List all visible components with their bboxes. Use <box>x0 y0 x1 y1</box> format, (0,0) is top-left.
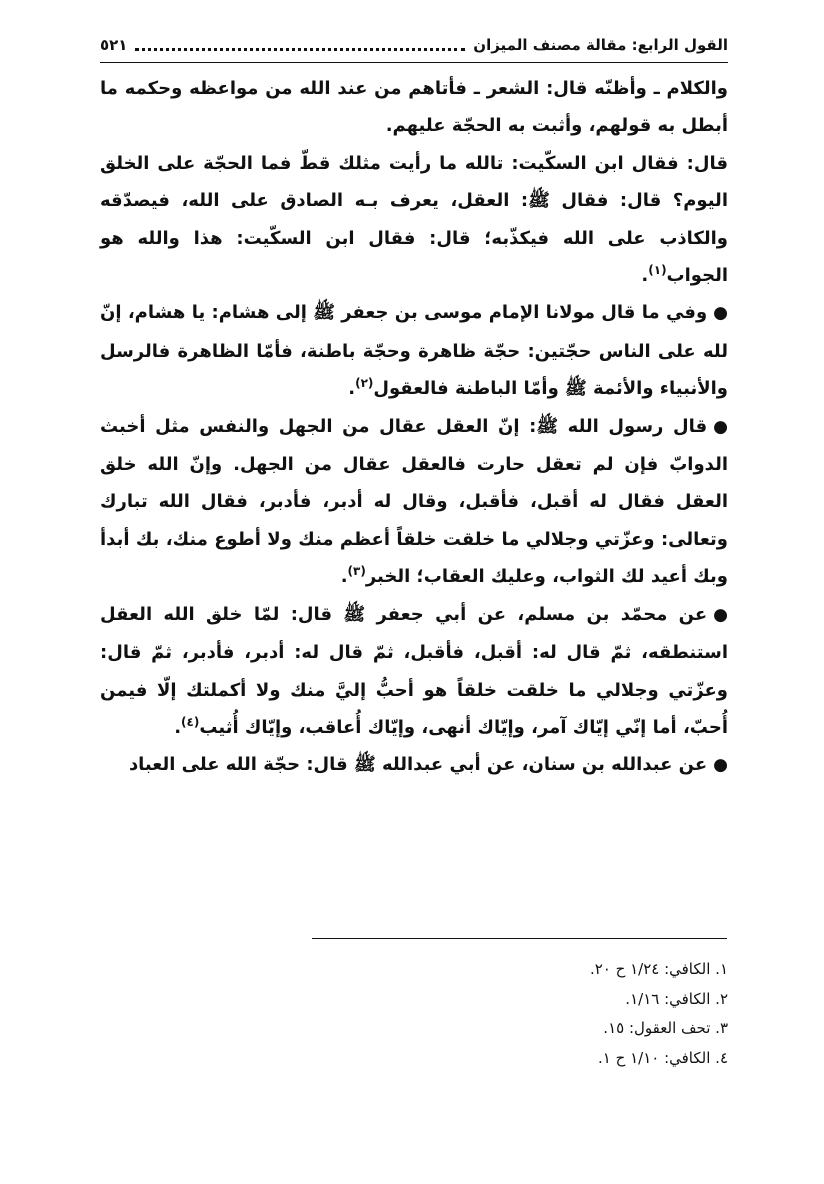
full-stop: . <box>348 378 356 400</box>
bullet-icon: ● <box>713 604 728 625</box>
paragraph-text: قال: فقال ابن السكّيت: تالله ما رأيت مثلك قطّ فما الحجّة على الخلق اليوم؟ قال: فقال ﷺ: العقل، يعرف بـه الصادق على الله، فيصدّقه والكاذب على الله فيكذّبه؛ قال: فقال ابن السكّيت: هذا والله هو الجواب <box>100 152 728 287</box>
paragraph-text: عن محمّد بن مسلم، عن أبي جعفر ﷺ قال: لمّا خلق الله العقل استنطقه، ثمّ قال له: أقبل، فأقبل، ثمّ قال له: أدبر، فأدبر، ثمّ قال: وعزّتي وجلالي ما خلقت خلقاً هو أحبُّ إليَّ منك ولا أكملتك إلّا فيمن أُحبّ، أما إنّي إيّاك آمر، وإيّاك أنهى، وإيّاك أُعاقب، وإيّاك أُثيب <box>100 603 728 738</box>
footnote-ref: (٤) <box>181 714 200 729</box>
footnote-ref: (٣) <box>347 564 366 579</box>
paragraph-text: وفي ما قال مولانا الإمام موسى بن جعفر ﷺ إلى هشام: يا هشام، إنّ لله على الناس حجّتين: حجّة ظاهرة وحجّة باطنة، فأمّا الظاهرة فالرسل والأنبياء والأئمة ﷺ وأمّا الباطنة فالعقول <box>100 302 728 400</box>
running-header <box>100 30 728 60</box>
paragraph <box>100 596 728 747</box>
footnote: ٤. الكافي: ١/١٠ ح ١. <box>598 1048 728 1067</box>
bullet-icon: ● <box>713 303 728 324</box>
paragraph <box>100 294 728 407</box>
footnote: ١. الكافي: ١/٢٤ ح ٢٠. <box>589 960 728 978</box>
footnote-rule <box>312 938 727 939</box>
footnote-ref: (١) <box>648 263 667 278</box>
header-rule <box>100 62 728 63</box>
paragraph <box>100 746 728 784</box>
footnote: ٣. تحف العقول: ١٥. <box>603 1019 728 1037</box>
paragraph <box>100 70 728 145</box>
chapter-title: القول الرابع: مقالة مصنف الميزان <box>473 36 728 54</box>
paragraph-text: عن عبدالله بن سنان، عن أبي عبدالله ﷺ قال: حجّة الله على العباد <box>128 754 708 776</box>
full-stop: . <box>641 265 649 287</box>
footnote-ref: (٢) <box>355 376 374 391</box>
full-stop: . <box>174 716 182 738</box>
paragraph <box>100 408 728 596</box>
paragraph-text: قال رسول الله ﷺ: إنّ العقل عقال من الجهل والنفس مثل أخبث الدوابّ فإن لم تعقل حارت فالعقل عقال من الجهل. وإنّ الله خلق العقل فقال له أقبل، فأقبل، وقال له أدبر، فأدبر، فقال الله تبارك وتعالى: وعزّتي وجلالي ما خلقت خلقاً أعظم منك ولا أطوع منك، بك أبدأ وبك أعيد لك الثواب، وعليك العقاب؛ الخبر <box>100 415 728 588</box>
main-text <box>100 70 728 785</box>
page-number: ٥٢١ <box>100 36 128 54</box>
full-stop: . <box>340 566 348 588</box>
bullet-icon: ● <box>713 755 728 776</box>
paragraph-text: والكلام ـ وأظنّه قال: الشعر ـ فأتاهم من عند الله من مواعظه وحكمه ما أبطل به قولهم، وأثبت به الحجّة عليهم. <box>100 78 728 137</box>
footnotes <box>100 955 728 1073</box>
paragraph <box>100 145 728 295</box>
bullet-icon: ● <box>713 416 728 437</box>
footnote: ٢. الكافي: ١/١٦. <box>625 989 728 1008</box>
leader-dots <box>135 36 465 51</box>
